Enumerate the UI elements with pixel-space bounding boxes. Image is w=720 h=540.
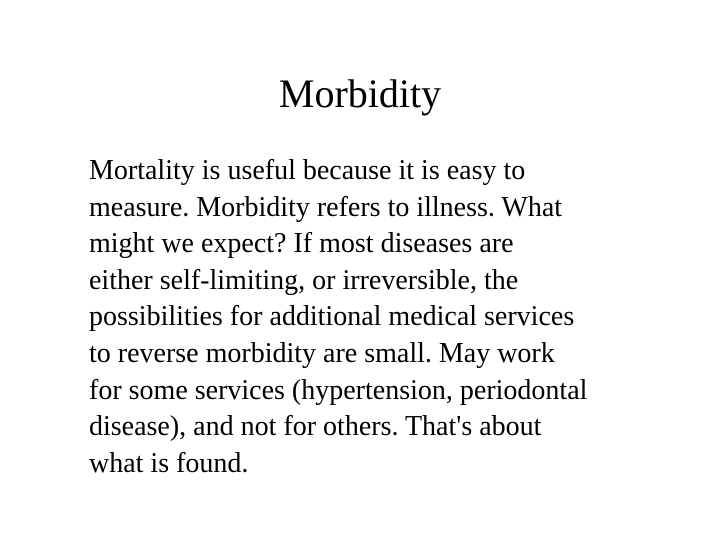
slide-title: Morbidity [278, 71, 442, 116]
body-line: measure. Morbidity refers to illness. What [89, 191, 563, 223]
body-line: Mortality is useful because it is easy to [89, 155, 526, 186]
body-line: possibilities for additional medical services [89, 301, 575, 333]
body-line: for some services (hypertension, periodontal [89, 374, 588, 406]
body-line: might we expect? If most diseases are [89, 228, 514, 260]
body-line: either self-limiting, or irreversible, the [89, 264, 519, 296]
slide-body-text [89, 153, 709, 482]
body-line: to reverse morbidity are small. May work [89, 337, 555, 369]
body-line: what is found. [89, 447, 249, 479]
body-line: disease), and not for others. That's about [89, 411, 542, 443]
